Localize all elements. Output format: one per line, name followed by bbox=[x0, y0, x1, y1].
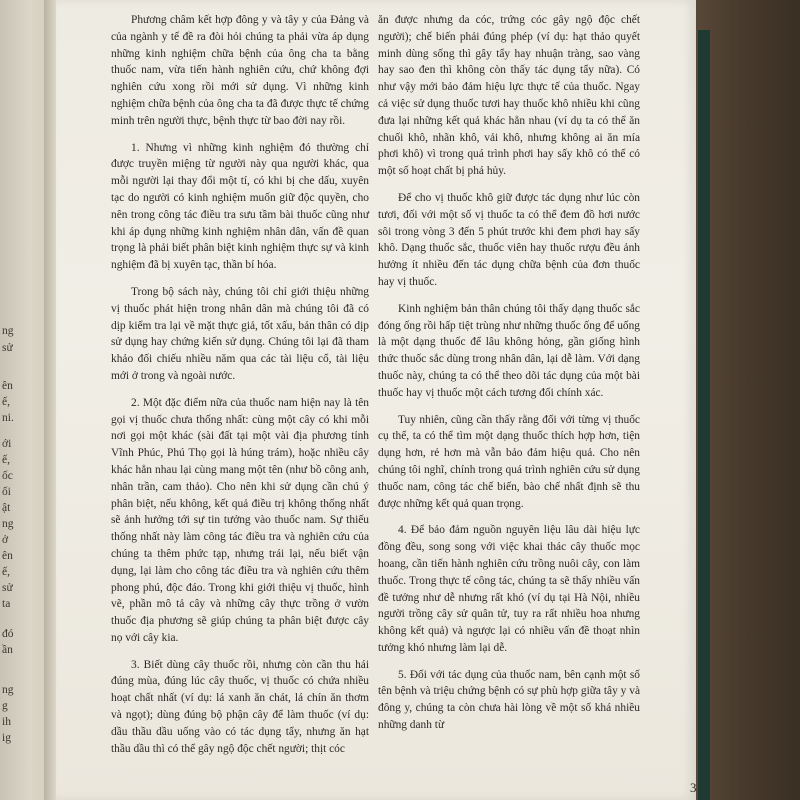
prev-fragment: đó bbox=[2, 628, 14, 640]
page-number: 3 bbox=[690, 780, 697, 795]
paragraph: Phương châm kết hợp đông y và tây y của Đảng và của ngành y tế đề ra đòi hỏi chúng ta phải vừa áp dụng những kinh nghiệm chữa bệnh của ông cha ta bằng thuốc nam, vừa tiến hành nghiên cứu, chứ không đợi nghiên cứu xong rồi mới sử dụng. Vì những kinh nghiệm chữa bệnh của ông cha ta đã được thực tế chứng minh trên người thực, bệnh thực từ bao đời nay rồi. bbox=[111, 14, 369, 127]
prev-fragment: ng bbox=[2, 325, 14, 337]
paragraph: ăn được nhưng da cóc, trứng cóc gây ngộ độc chết người); chế biến phải đúng phép (ví dụ: hạt thảo quyết minh dùng sống thì gây tẩy hay nhuận tràng, sao vàng hay sao đen thì không còn thấy tác dụng tẩy nữa). Có như vậy mới bảo đảm hiệu lực thực tế của thuốc. Ngay cả việc sử dụng thuốc tươi hay thuốc khô nhiều khi cũng đưa lại những kết quả khác hẳn nhau (ví dụ ta có thể ăn chuối khô, nhãn khô, vải khô, nhưng không ai ăn mía phơi khô) vì trong quá trình phơi hay sấy khô có thể có một số hoạt chất bị phá hủy. bbox=[378, 14, 640, 178]
book-cover-edge bbox=[698, 30, 710, 800]
prev-fragment: ta bbox=[2, 598, 11, 610]
prev-fragment: ng bbox=[2, 518, 14, 530]
left-column bbox=[111, 12, 369, 767]
paragraph: 1. Nhưng vì những kinh nghiệm đó thường chỉ được truyền miệng từ người này qua người khác, qua mỗi người lại thay đổi một tí, có khi bị che dấu, xuyên tạc do người có kinh nghiệm muốn giữ độc quyền, cho nên trong công tác điều tra sưu tầm bài thuốc cũng như khi áp dụng những kinh nghiệm nhân dân, vấn đề quan trọng là phải biết phân biệt kinh nghiệm thực sự và kinh nghiệm đã bị xuyên tạc, thần bí hóa. bbox=[111, 141, 369, 272]
paragraph: Tuy nhiên, cũng cần thấy rằng đối với từng vị thuốc cụ thể, ta có thể tìm một dạng thuốc thích hợp hơn, tiện dụng hơn, rẻ hơn mà vẫn bảo đảm hiệu quả. Cho nên chúng tôi nghĩ, chính trong quá trình nghiên cứu sử dụng thuốc nam, công tác chế biến, bào chế nhất định sẽ thu được những kết quả quan trọng. bbox=[378, 413, 640, 510]
prev-fragment: ni. bbox=[2, 412, 14, 424]
prev-fragment: ối bbox=[2, 486, 11, 498]
paragraph: 5. Đối với tác dụng của thuốc nam, bên cạnh một số tên bệnh và triệu chứng bệnh có sự phù hợp giữa tây y và đông y, chúng ta còn chưa hài lòng về một số khá nhiều những danh từ bbox=[378, 668, 640, 732]
paragraph: 2. Một đặc điểm nữa của thuốc nam hiện nay là tên gọi vị thuốc chưa thống nhất: cùng một cây có khi mỗi nơi gọi một khác (sài đất tại một vài địa phương tỉnh Vĩnh Phúc, Phú Thọ gọi là húng trám), hoặc nhiều cây khác hẳn nhau lại cùng mang một tên (như bồ công anh, nhân trần, cam thảo). Cho nên khi sử dụng cần chú ý phân biệt, nếu không, kết quả điều trị không thống nhất sẽ ảnh hưởng tới sự tin tưởng vào thuốc nam. Sự thiếu thống nhất này làm công tác điều tra và nghiên cứu của chúng ta thêm phức tạp, nhưng trái lại, nếu biết vận dụng, lại làm cho công tác điều tra và nghiên cứu thêm phong phú, độc đáo. Trong khi giới thiệu vị thuốc, hình vẽ, phần mô tả cây và những cây thực trồng ở vườn thuốc địa phương sẽ giúp chúng ta phân biệt được cây nọ với cây kia. bbox=[111, 396, 369, 644]
prev-fragment: ần bbox=[2, 644, 13, 656]
prev-fragment: ế, bbox=[2, 396, 10, 408]
prev-fragment: ig bbox=[2, 732, 11, 744]
paragraph: Kinh nghiệm bản thân chúng tôi thấy dạng thuốc sắc đóng ống rồi hấp tiệt trùng như những thuốc ống để uống là một dạng thuốc để lâu không hỏng, gần giống hình thức thuốc sắc dùng trong nhân dân, lại dễ làm. Với dạng thuốc này, chúng ta có thể theo dõi tác dụng của một bài thuốc hay vị thuốc một cách tương đối chính xác. bbox=[378, 302, 640, 399]
prev-fragment: sử bbox=[2, 582, 13, 594]
prev-fragment: ng bbox=[2, 684, 14, 696]
prev-fragment: g bbox=[2, 700, 8, 712]
prev-fragment: ih bbox=[2, 716, 11, 728]
prev-fragment: ế, bbox=[2, 454, 10, 466]
paragraph: 3. Biết dùng cây thuốc rồi, nhưng còn cần thu hái đúng mùa, đúng lúc cây thuốc, vị thuốc có chứa nhiều hoạt chất nhất (ví dụ: lá xanh ăn chát, lá chín ăn thơm và ngọt); dùng đúng bộ phận cây để làm thuốc (ví dụ: dầu thầu dầu uống vào có tác dụng tẩy, nhưng ăn hạt thầu dầu thì có thể gây ngộ độc chết người; thịt cóc bbox=[111, 658, 369, 755]
prev-fragment: sử bbox=[2, 342, 13, 354]
paragraph: 4. Để bảo đảm nguồn nguyên liệu lâu dài hiệu lực đồng đều, song song với việc khai thác cây thuốc mọc hoang, cần tiến hành nghiên cứu trồng nuôi cây, con làm thuốc. Trong thực tế công tác, chúng ta sẽ thấy nhiều vấn đề tưởng như dễ nhưng rất khó (ví dụ tại Hà Nội, nhiều người trồng cây sử quân tử, tuy ra rất nhiều hoa nhưng không kết quả) và ngược lại có nhiều vấn đề thoạt nhìn tưởng khó nhưng làm lại dễ. bbox=[378, 524, 640, 654]
paragraph: Trong bộ sách này, chúng tôi chỉ giới thiệu những vị thuốc phát hiện trong nhân dân mà chúng tôi đã có dịp kiểm tra lại về mặt thực giả, tốt xấu, bản thân có dịp sử dụng hay chứng kiến sử dụng. Chúng tôi lại đã tham khảo đối chiếu nhiều năm qua các tài liệu cổ, tài liệu mới ở trong và ngoài nước. bbox=[111, 285, 369, 382]
prev-fragment: ên bbox=[2, 550, 13, 562]
prev-fragment: ở bbox=[2, 534, 9, 546]
paragraph: Để cho vị thuốc khô giữ được tác dụng như lúc còn tươi, đối với một số vị thuốc ta có thể đem đồ hơi nước sôi trong vòng 3 đến 5 phút trước khi đem phơi hay sấy khô. Dạng thuốc sắc, thuốc viên hay thuốc rượu đều ảnh hưởng ít nhiều đến tác dụng chữa bệnh của đơn thuốc hay vị thuốc. bbox=[378, 191, 640, 288]
prev-fragment: ới bbox=[2, 438, 12, 450]
previous-page bbox=[0, 0, 50, 800]
prev-fragment: ên bbox=[2, 380, 13, 392]
right-column bbox=[378, 12, 640, 744]
prev-fragment: ốc bbox=[2, 470, 13, 482]
prev-fragment: ế, bbox=[2, 566, 10, 578]
book-page bbox=[56, 0, 696, 800]
prev-fragment: ật bbox=[2, 502, 11, 514]
